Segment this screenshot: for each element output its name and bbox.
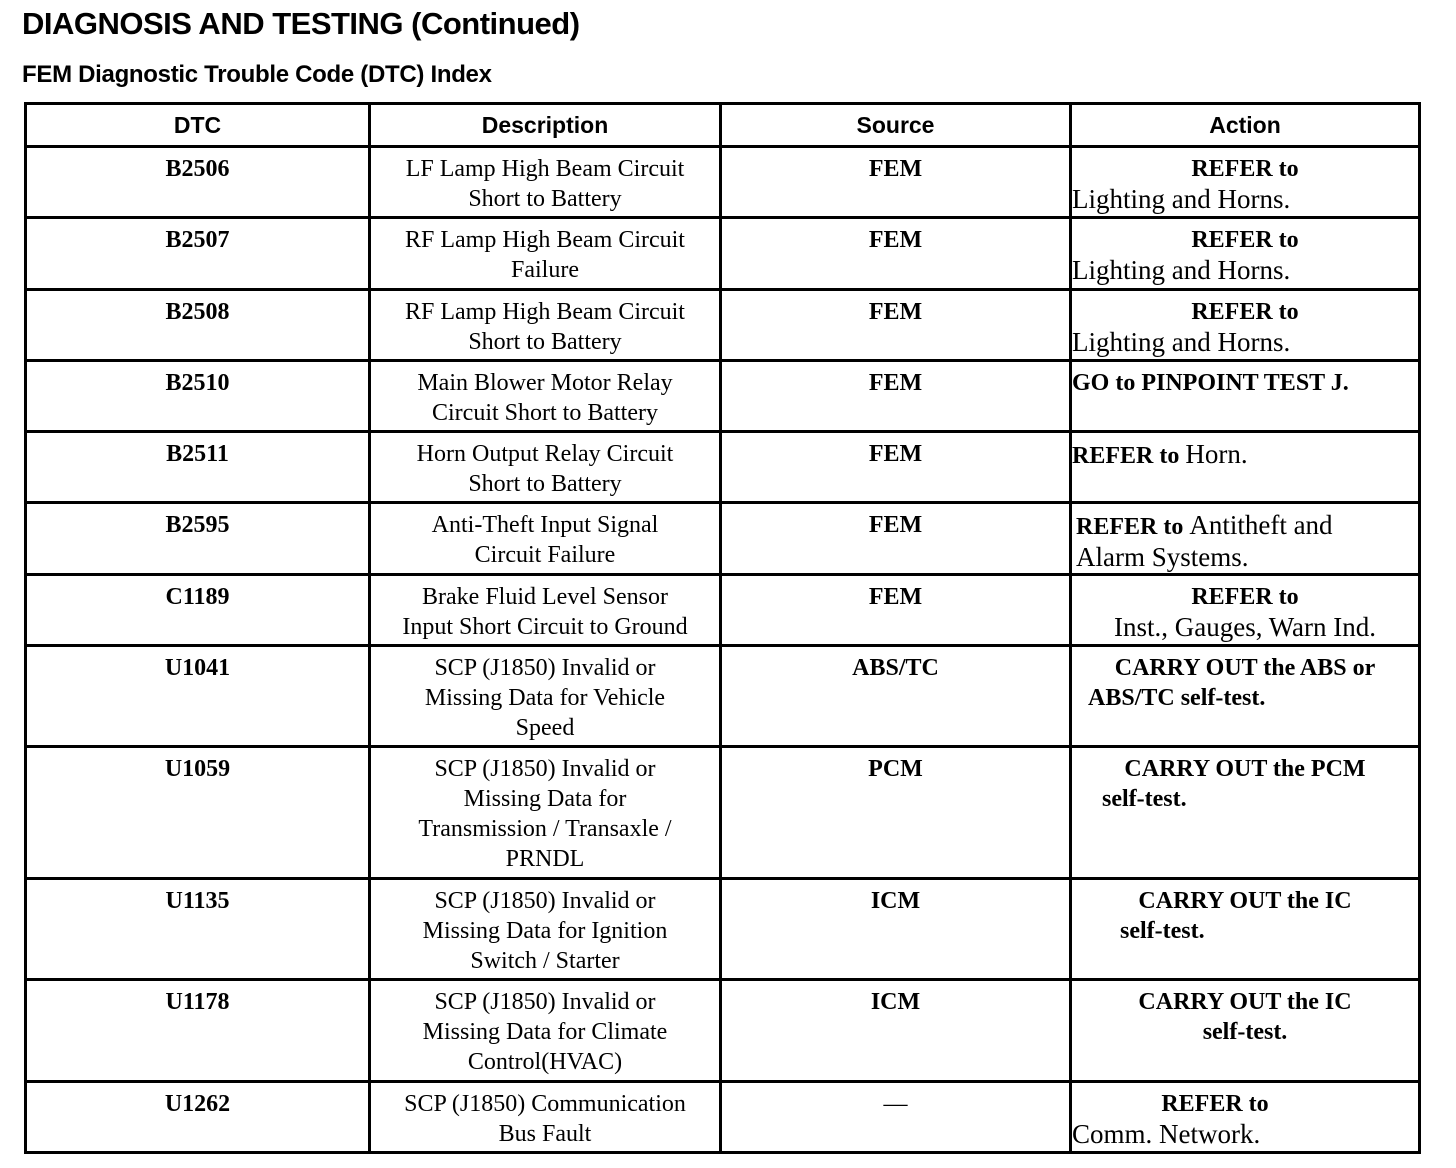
dtc-index-table — [24, 102, 1421, 1154]
dtc-code: U1262 — [26, 1081, 370, 1152]
dtc-code: U1041 — [26, 645, 370, 746]
table-row — [26, 747, 1420, 879]
dtc-code: B2508 — [26, 289, 370, 360]
dtc-description: Horn Output Relay Circuit Short to Battery — [370, 432, 721, 503]
dtc-code: B2507 — [26, 218, 370, 289]
dtc-source: FEM — [721, 147, 1071, 218]
dtc-description: SCP (J1850) Communication Bus Fault — [370, 1081, 721, 1152]
dtc-action: REFER to Comm. Network. — [1071, 1081, 1420, 1152]
dtc-source: PCM — [721, 747, 1071, 879]
table-row — [26, 980, 1420, 1081]
table-row — [26, 360, 1420, 431]
section-title: FEM Diagnostic Trouble Code (DTC) Index — [22, 61, 492, 88]
dtc-code: U1135 — [26, 878, 370, 979]
column-header-dtc: DTC — [26, 104, 370, 147]
dtc-code: C1189 — [26, 574, 370, 645]
dtc-action: REFER to Lighting and Horns. — [1071, 147, 1420, 218]
dtc-code: B2506 — [26, 147, 370, 218]
dtc-action: REFER to Inst., Gauges, Warn Ind. — [1071, 574, 1420, 645]
dtc-description: SCP (J1850) Invalid or Missing Data for Ignition Switch / Starter — [370, 878, 721, 979]
dtc-action: CARRY OUT the PCM self-test. — [1071, 747, 1420, 879]
dtc-source: ICM — [721, 980, 1071, 1081]
table-row — [26, 1081, 1420, 1152]
dtc-action: REFER to Horn. — [1071, 432, 1420, 503]
dtc-source: FEM — [721, 218, 1071, 289]
dtc-source: ICM — [721, 878, 1071, 979]
dtc-code: B2511 — [26, 432, 370, 503]
table-header-row — [26, 104, 1420, 147]
dtc-source: FEM — [721, 432, 1071, 503]
dtc-code: B2510 — [26, 360, 370, 431]
dtc-action: CARRY OUT the ABS or ABS/TC self-test. — [1071, 645, 1420, 746]
column-header-source: Source — [721, 104, 1071, 147]
column-header-description: Description — [370, 104, 721, 147]
dtc-action: CARRY OUT the IC self-test. — [1071, 878, 1420, 979]
table-row — [26, 645, 1420, 746]
dtc-source: FEM — [721, 360, 1071, 431]
column-header-action: Action — [1071, 104, 1420, 147]
dtc-description: SCP (J1850) Invalid or Missing Data for Transmission / Transaxle / PRNDL — [370, 747, 721, 879]
table-row — [26, 289, 1420, 360]
table-row — [26, 218, 1420, 289]
dtc-description: SCP (J1850) Invalid or Missing Data for Vehicle Speed — [370, 645, 721, 746]
dtc-source: FEM — [721, 503, 1071, 574]
dtc-source: FEM — [721, 289, 1071, 360]
dtc-source: FEM — [721, 574, 1071, 645]
dtc-action: REFER to Antitheft and Alarm Systems. — [1071, 503, 1420, 574]
table-row — [26, 503, 1420, 574]
table-row — [26, 878, 1420, 979]
table-row — [26, 432, 1420, 503]
dtc-description: Anti-Theft Input Signal Circuit Failure — [370, 503, 721, 574]
dtc-description: RF Lamp High Beam Circuit Short to Battery — [370, 289, 721, 360]
dtc-description: Main Blower Motor Relay Circuit Short to Battery — [370, 360, 721, 431]
dtc-description: SCP (J1850) Invalid or Missing Data for Climate Control(HVAC) — [370, 980, 721, 1081]
dtc-action: GO to PINPOINT TEST J. — [1071, 360, 1420, 431]
table-row — [26, 147, 1420, 218]
dtc-description: Brake Fluid Level Sensor Input Short Circuit to Ground — [370, 574, 721, 645]
dtc-action: CARRY OUT the IC self-test. — [1071, 980, 1420, 1081]
dtc-description: RF Lamp High Beam Circuit Failure — [370, 218, 721, 289]
dtc-code: U1178 — [26, 980, 370, 1081]
dtc-code: B2595 — [26, 503, 370, 574]
page-title: DIAGNOSIS AND TESTING (Continued) — [22, 6, 580, 41]
table-row — [26, 574, 1420, 645]
dtc-description: LF Lamp High Beam Circuit Short to Battery — [370, 147, 721, 218]
dtc-action: REFER to Lighting and Horns. — [1071, 289, 1420, 360]
dtc-action: REFER to Lighting and Horns. — [1071, 218, 1420, 289]
dtc-source: ABS/TC — [721, 645, 1071, 746]
dtc-source: — — [721, 1081, 1071, 1152]
dtc-code: U1059 — [26, 747, 370, 879]
